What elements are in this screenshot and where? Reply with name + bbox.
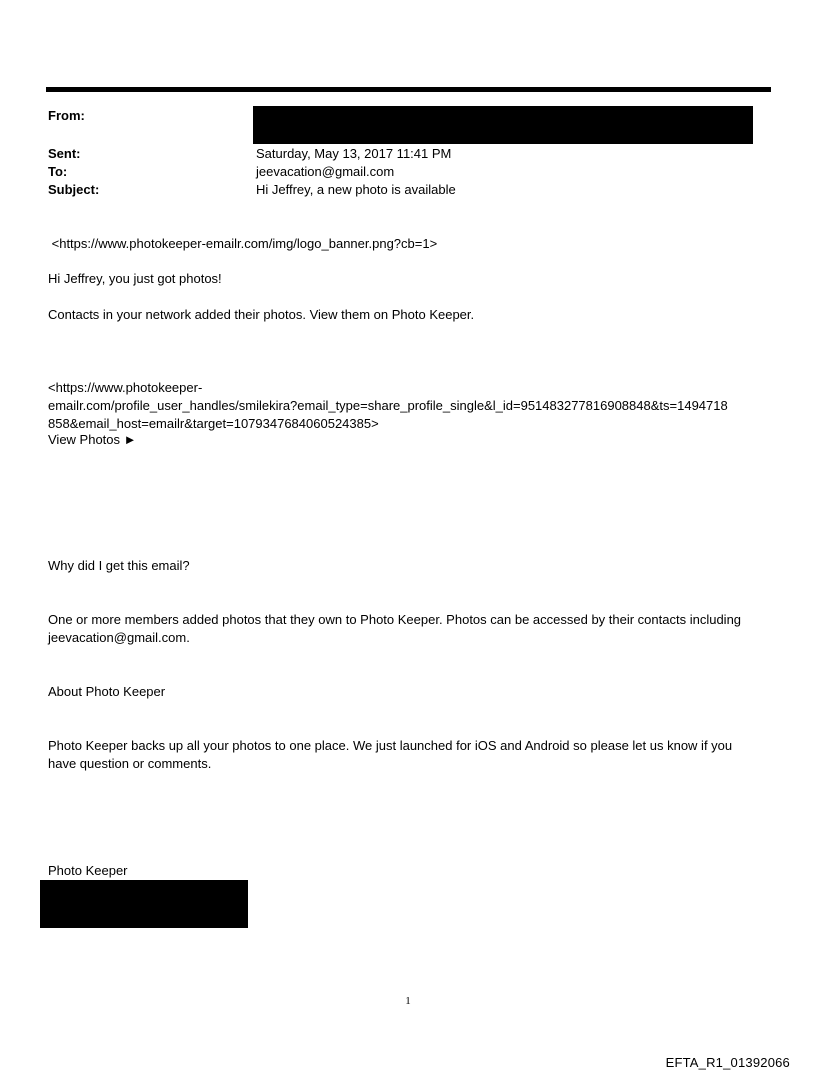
about-heading: About Photo Keeper bbox=[48, 684, 166, 699]
from-label: From: bbox=[48, 108, 85, 123]
from-redaction bbox=[253, 106, 753, 144]
view-photos-link-url[interactable]: <https://www.photokeeper- emailr.com/profile_user_handles/smilekira?email_type=share_profile_single&l_id=951483277816908848&ts=1494718 858&email_host=emailr&target=1079347684060524385> bbox=[48, 380, 728, 431]
to-value: jeevacation@gmail.com bbox=[256, 164, 395, 179]
subject-value: Hi Jeffrey, a new photo is available bbox=[256, 182, 456, 197]
document-id: EFTA_R1_01392066 bbox=[665, 1055, 790, 1070]
page-number: 1 bbox=[405, 995, 411, 1007]
why-heading: Why did I get this email? bbox=[48, 558, 190, 573]
sent-value: Saturday, May 13, 2017 11:41 PM bbox=[256, 146, 452, 161]
greeting-text: Hi Jeffrey, you just got photos! bbox=[48, 271, 222, 286]
about-text: Photo Keeper backs up all your photos to one place. We just launched for iOS and Android so please let us know if you have question or comments. bbox=[48, 738, 733, 771]
intro-text: Contacts in your network added their photos. View them on Photo Keeper. bbox=[48, 307, 475, 322]
view-photos-link[interactable]: View Photos ► bbox=[48, 432, 137, 447]
why-text: One or more members added photos that they own to Photo Keeper. Photos can be accessed by their contacts including jeevacation@gmail.com. bbox=[48, 612, 742, 645]
to-label: To: bbox=[48, 164, 68, 179]
signature-text: Photo Keeper bbox=[48, 863, 128, 878]
subject-label: Subject: bbox=[48, 182, 100, 197]
logo-link[interactable]: <https://www.photokeeper-emailr.com/img/logo_banner.png?cb=1> bbox=[48, 236, 438, 251]
signature-redaction bbox=[40, 880, 248, 928]
sent-label: Sent: bbox=[48, 146, 81, 161]
header-rule bbox=[46, 87, 771, 92]
